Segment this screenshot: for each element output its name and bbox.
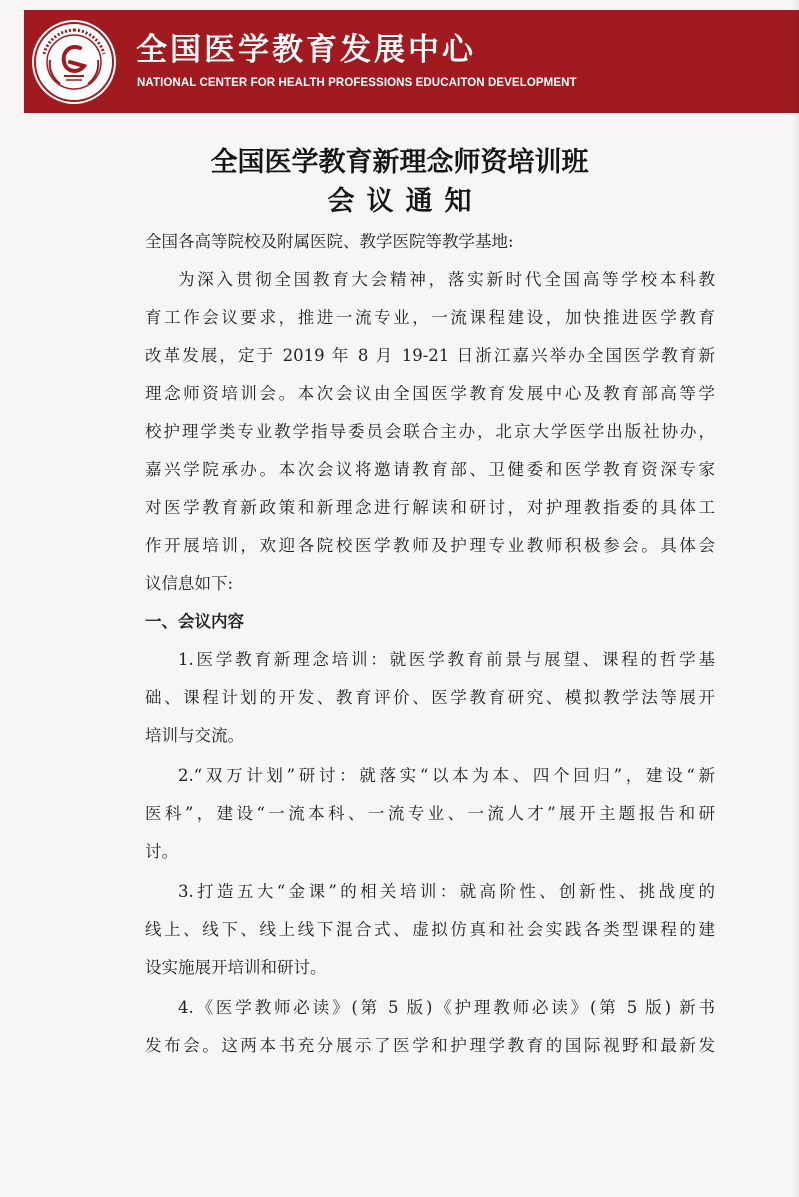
intro-line: 育工作会议要求，推进一流专业，一流课程建设，加快推进医学教育 — [145, 308, 715, 327]
document-title: 全国医学教育新理念师资培训班 — [210, 147, 589, 178]
org-seal-logo — [30, 18, 118, 106]
item-2-line: 讨。 — [145, 842, 178, 861]
intro-line: 嘉兴学院承办。本次会议将邀请教育部、卫健委和医学教育资深专家 — [145, 460, 715, 479]
item-3-line: 设实施展开培训和研讨。 — [145, 958, 327, 977]
intro-line: 作开展培训，欢迎各院校医学教师及护理专业教师积极参会。具体会 — [145, 536, 715, 555]
paper-edge-shadow — [793, 0, 799, 1197]
item-4-line: 发布会。这两本书充分展示了医学和护理学教育的国际视野和最新发 — [145, 1036, 715, 1055]
document-body — [145, 223, 715, 1065]
intro-line: 校护理学类专业教学指导委员会联合主办，北京大学医学出版社协办， — [145, 422, 715, 441]
intro-line: 为深入贯彻全国教育大会精神，落实新时代全国高等学校本科教 — [178, 270, 715, 289]
org-name-en: NATIONAL CENTER FOR HEALTH PROFESSIONS EDUCAITON DEVELOPMENT — [137, 77, 577, 89]
org-name-cn: 全国医学教育发展中心 — [136, 32, 476, 68]
item-1-line: 础、课程计划的开发、教育评价、医学教育研究、模拟教学法等展开 — [145, 688, 715, 707]
intro-line: 议信息如下: — [145, 574, 234, 593]
intro-line: 理念师资培训会。本次会议由全国医学教育发展中心及教育部高等学 — [145, 384, 715, 403]
document-subtitle: 会议通知 — [327, 186, 484, 217]
item-3-line: 3.打造五大“金课”的相关培训：就高阶性、创新性、挑战度的 — [178, 882, 715, 901]
item-1-line: 培训与交流。 — [145, 726, 244, 745]
item-2-line: 医科”，建设“一流本科、一流专业、一流人才”展开主题报告和研 — [145, 804, 715, 823]
item-1-line: 1.医学教育新理念培训：就医学教育前景与展望、课程的哲学基 — [178, 650, 715, 669]
intro-line: 改革发展，定于 2019 年 8 月 19-21 日浙江嘉兴举办全国医学教育新 — [145, 346, 715, 365]
salutation: 全国各高等院校及附属医院、教学医院等教学基地: — [145, 232, 514, 251]
item-4-line: 4.《医学教师必读》(第 5 版)《护理教师必读》(第 5 版) 新书 — [178, 998, 715, 1017]
item-2-line: 2.“双万计划”研讨：就落实“以本为本、四个回归”，建设“新 — [178, 766, 715, 785]
section-heading: 一、会议内容 — [145, 612, 244, 631]
intro-line: 对医学教育新政策和新理念进行解读和研讨，对护理教指委的具体工 — [145, 498, 715, 517]
item-3-line: 线上、线下、线上线下混合式、虚拟仿真和社会实践各类型课程的建 — [145, 920, 715, 939]
